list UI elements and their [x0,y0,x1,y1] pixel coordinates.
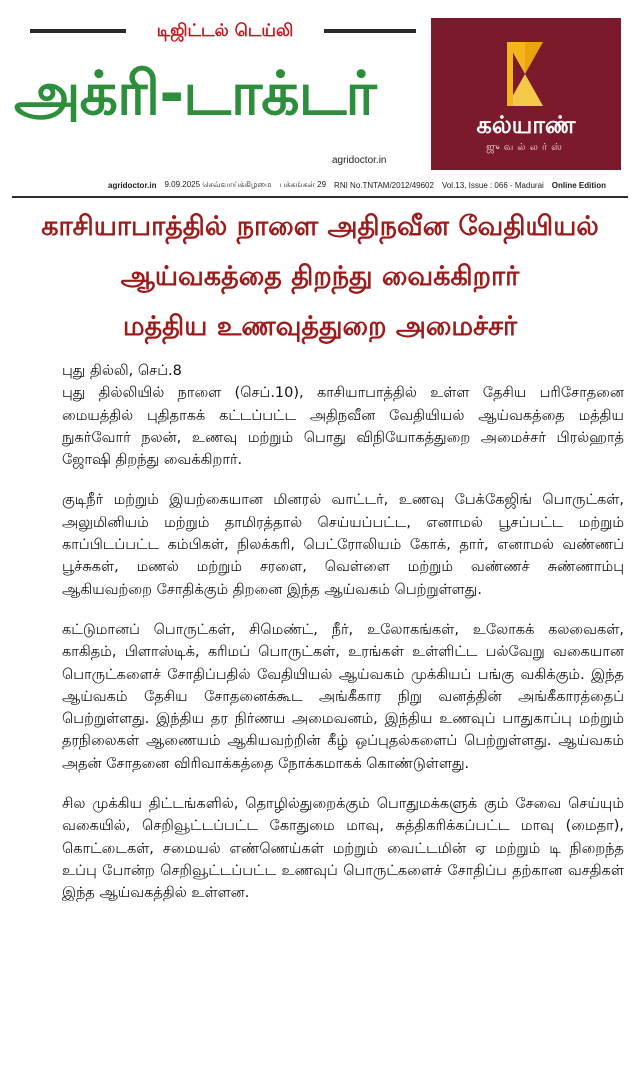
tagline: டிஜிட்டல் டெய்லி [156,21,294,41]
headline-line-1: காசியாபாத்தில் நாளை அதிநவீன வேதியியல் [41,211,599,242]
info-pages: பக்கங்கள் 29 [279,180,327,189]
info-rni: RNI No.TNTAM/2012/49602 [334,180,434,190]
tagline-rule-left [30,29,126,33]
article-paragraph: சில முக்கிய திட்டங்களில், தொழில்துறைக்கும் பொதுமக்களுக் கும் சேவை செய்யும் வகையில், செறிவூட்டப்பட்ட கோதுமை மாவு, சுத்திகரிக்கப்பட்ட மாவு (மைதா), கொட்டைகள், சமையல் எண்ணெய்கள் மற்றும் வைட்டமின் ஏ மற்றும் டி நிறைந்த உப்பு போன்ற செறிவூட்டப்பட்ட உணவுப் பொருட்களைச் சோதிப்ப தற்கான வசதிகள் இந்த ஆய்வகத்தில் உள்ளன. [62,796,624,902]
tagline-banner [30,20,416,42]
newspaper-title: அக்ரி-டாக்டர் [14,59,376,129]
advertiser-name: கல்யாண் [476,111,576,139]
newspaper-url: agridoctor.in [332,155,387,166]
article-paragraph: புது தில்லியில் நாளை (செப்.10), காசியாபாத்தில் உள்ள தேசிய பரிசோதனை மையத்தில் புதிதாகக் கட்டப்பட்ட அதிநவீன வேதியியல் ஆய்வகத்தை மத்திய நுகர்வோர் நலன், உணவு மற்றும் பொது விநியோகத்துறை அமைச்சர் பிரல்ஹாத் ஜோஷி திறந்து வைக்கிறார். [62,385,624,469]
masthead [0,0,640,178]
headline-line-3: மத்திய உணவுத்துறை அமைச்சர் [122,311,518,342]
masthead-divider [12,196,628,198]
info-volume: Vol.13, Issue : 066 - Madurai [441,180,544,190]
advertiser-subtitle: ஜுவல்லர்ஸ் [486,142,566,153]
issue-info-bar [108,178,607,192]
info-site: agridoctor.in [108,180,157,190]
article-paragraph: குடிநீர் மற்றும் இயற்கையான மினரல் வாட்டர், உணவு பேக்கேஜிங் பொருட்கள், அலுமினியம் மற்றும் தாமிரத்தால் செய்யப்பட்ட, எனாமல் பூசப்பட்ட மற்றும் காப்பிடப்பட்ட கம்பிகள், நிலக்கரி, பெட்ரோலியம் கோக், தார், எனாமல் வண்ணப் பூச்சுகள், மணல் மற்றும் சரளை, வெள்ளை மற்றும் வண்ணச் சுண்ணாம்பு ஆகியவற்றை சோதிக்கும் திறனை இந்த ஆய்வகம் பெற்றுள்ளது. [62,492,624,598]
dateline: புது தில்லி, செப்.8 [62,363,182,379]
info-edition: Online Edition [551,180,607,190]
article-paragraph: கட்டுமானப் பொருட்கள், சிமெண்ட், நீர், உலோகங்கள், உலோகக் கலவைகள், காகிதம், பிளாஸ்டிக், கரிமப் பொருட்கள், உரங்கள் உள்ளிட்ட பல்வேறு வகையான பொருட்களைச் சோதிப்பதில் வேதியியல் ஆய்வகம் முக்கியப் பங்கு வகிக்கும். இந்த ஆய்வகம் தேசிய சோதனைக்கூட அங்கீகார நிறு வனத்தின் அங்கீகாரத்தைப் பெற்றுள்ளது. இந்திய தர நிர்ணய அமைவனம், இந்திய உணவுப் பாதுகாப்பு மற்றும் தரநிலைகள் ஆணையம் ஆகியவற்றின் கீழ் ஒப்புதல்களைப் பெற்றுள்ளது. ஆய்வகம் அதன் சோதனை விரிவாக்கத்தை நோக்கமாகக் கொண்டுள்ளது. [62,621,624,772]
headline-line-2: ஆய்வகத்தை திறந்து வைக்கிறார் [120,261,520,292]
tagline-rule-right [324,29,416,33]
kalyan-logo-icon [503,38,547,110]
article-body [62,360,624,923]
info-date: 9.09.2025 செவ்வாய்க்கிழமை [164,180,272,189]
article-headline [20,202,620,352]
kalyan-advertisement[interactable] [431,18,621,170]
